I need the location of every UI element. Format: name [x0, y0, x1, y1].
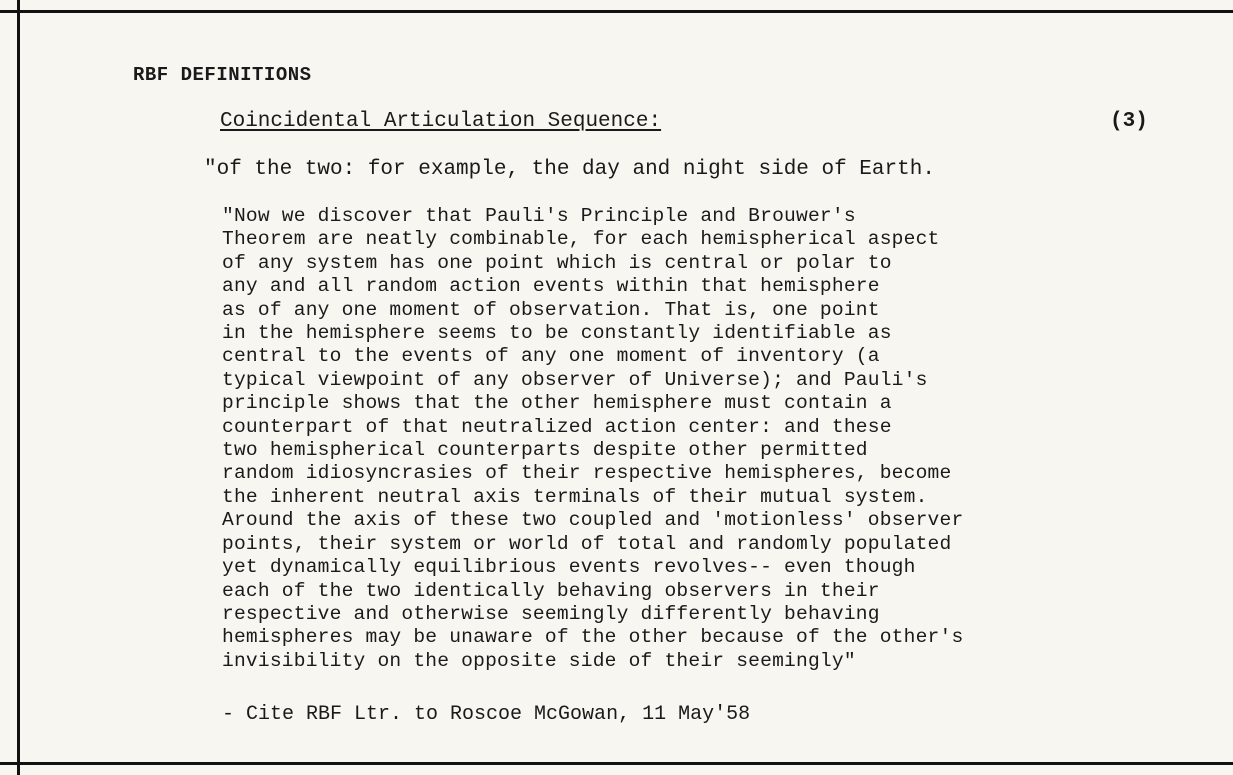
quote-line: random idiosyncrasies of their respective hemispheres, become [222, 462, 952, 485]
citation: - Cite RBF Ltr. to Roscoe McGowan, 11 May'58 [222, 703, 751, 726]
quote-line: respective and otherwise seemingly differently behaving [222, 602, 880, 625]
quote-line: points, their system or world of total and randomly populated [222, 532, 952, 555]
quote-line: Theorem are neatly combinable, for each hemispherical aspect [222, 228, 940, 251]
quote-line: typical viewpoint of any observer of Universe); and Pauli's [222, 368, 928, 391]
quote-line: as of any one moment of observation. That is, one point [222, 298, 880, 321]
bottom-border-line [0, 762, 1233, 765]
quote-line: principle shows that the other hemisphere must contain a [222, 392, 892, 415]
quote-line: hemispheres may be unaware of the other because of the other's [222, 626, 964, 649]
quote-line: of any system has one point which is central or polar to [222, 251, 892, 274]
quote-line: yet dynamically equilibrious events revolves-- even though [222, 556, 916, 579]
quote-line: two hemispherical counterparts despite other permitted [222, 439, 868, 462]
quote-line: invisibility on the opposite side of their seemingly" [222, 649, 856, 672]
quote-line: any and all random action events within that hemisphere [222, 275, 880, 298]
page-number: (3) [1110, 110, 1148, 133]
left-border-line [17, 0, 20, 775]
top-border-line [0, 10, 1233, 13]
quote-line: counterpart of that neutralized action center: and these [222, 415, 892, 438]
quote-line: Around the axis of these two coupled and 'motionless' observer [222, 509, 964, 532]
quote-line: "Now we discover that Pauli's Principle and Brouwer's [222, 205, 856, 227]
quote-line: the inherent neutral axis terminals of their mutual system. [222, 485, 928, 508]
quote-block [222, 205, 963, 673]
lead-line: "of the two: for example, the day and night side of Earth. [204, 158, 935, 181]
definition-title: Coincidental Articulation Sequence: [220, 110, 662, 133]
quote-line: in the hemisphere seems to be constantly identifiable as [222, 322, 892, 345]
quote-line: each of the two identically behaving observers in their [222, 579, 880, 602]
document-heading: RBF DEFINITIONS [133, 64, 312, 86]
quote-line: central to the events of any one moment of inventory (a [222, 345, 880, 368]
